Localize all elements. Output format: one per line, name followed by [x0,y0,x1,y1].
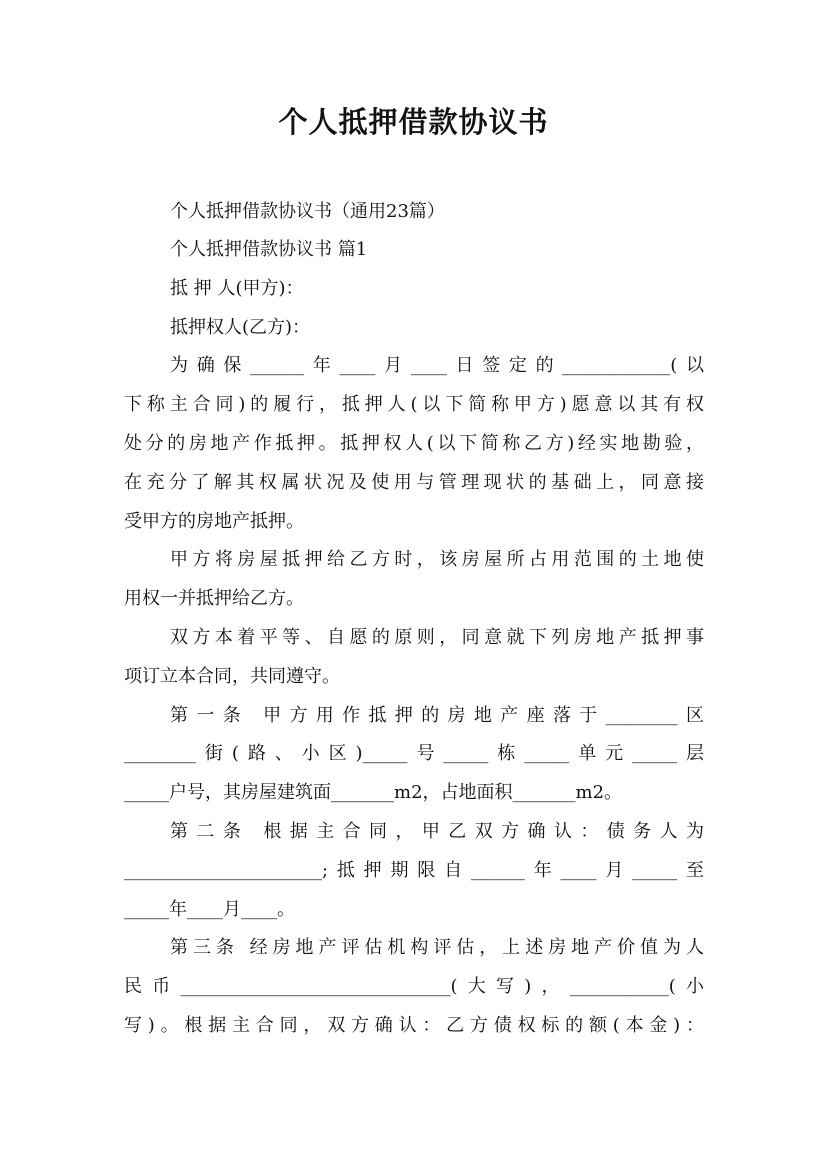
subtitle-line: 个人抵押借款协议书（通用23篇） [170,201,445,222]
party-b-line: 抵押权人(乙方)： [170,317,311,338]
document-title: 个人抵押借款协议书 [278,105,549,139]
paragraph-line: 处分的房地产作抵押。抵押权人(以下简称乙方)经实地勘验， [124,433,704,454]
article-one-line: ________街(路、小区)_____号_____栋_____单元_____层 [124,743,704,764]
paragraph-line: 用权一并抵押给乙方。 [124,588,304,609]
paragraph-line: 受甲方的房地产抵押。 [124,511,304,532]
article-three-line: 民币______________________________(大写)，___________(小 [124,976,704,997]
article-one-line: 第一条 甲方用作抵押的房地产座落于________区 [170,705,704,726]
article-three-line: 第三条 经房地产评估机构评估，上述房地产价值为人 [170,937,704,958]
paragraph-line: 在充分了解其权属状况及使用与管理现状的基础上，同意接 [124,472,704,493]
paragraph-line: 下称主合同)的履行，抵押人(以下简称甲方)愿意以其有权 [124,394,704,415]
article-three-line: 写)。根据主合同，双方确认：乙方债权标的额(本金)： [124,1015,704,1036]
article-one-line: _____户号，其房屋建筑面_______m2，占地面积_______m2。 [124,782,623,803]
paragraph-line: 项订立本合同，共同遵守。 [124,666,340,687]
article-two-line: ______________________;抵押期限自______年____月_____至 [124,860,704,881]
paragraph-line: 双方本着平等、自愿的原则，同意就下列房地产抵押事 [170,627,704,648]
paragraph-line: 为确保______年____月____日签定的____________(以 [170,355,704,376]
paragraph-line: 甲方将房屋抵押给乙方时，该房屋所占用范围的土地使 [170,549,704,570]
article-two-line: 第二条 根据主合同，甲乙双方确认：债务人为 [170,821,704,842]
section-heading: 个人抵押借款协议书 篇1 [170,239,368,260]
article-two-line: _____年____月____。 [124,899,295,920]
party-a-line: 抵 押 人(甲方)： [170,278,304,299]
